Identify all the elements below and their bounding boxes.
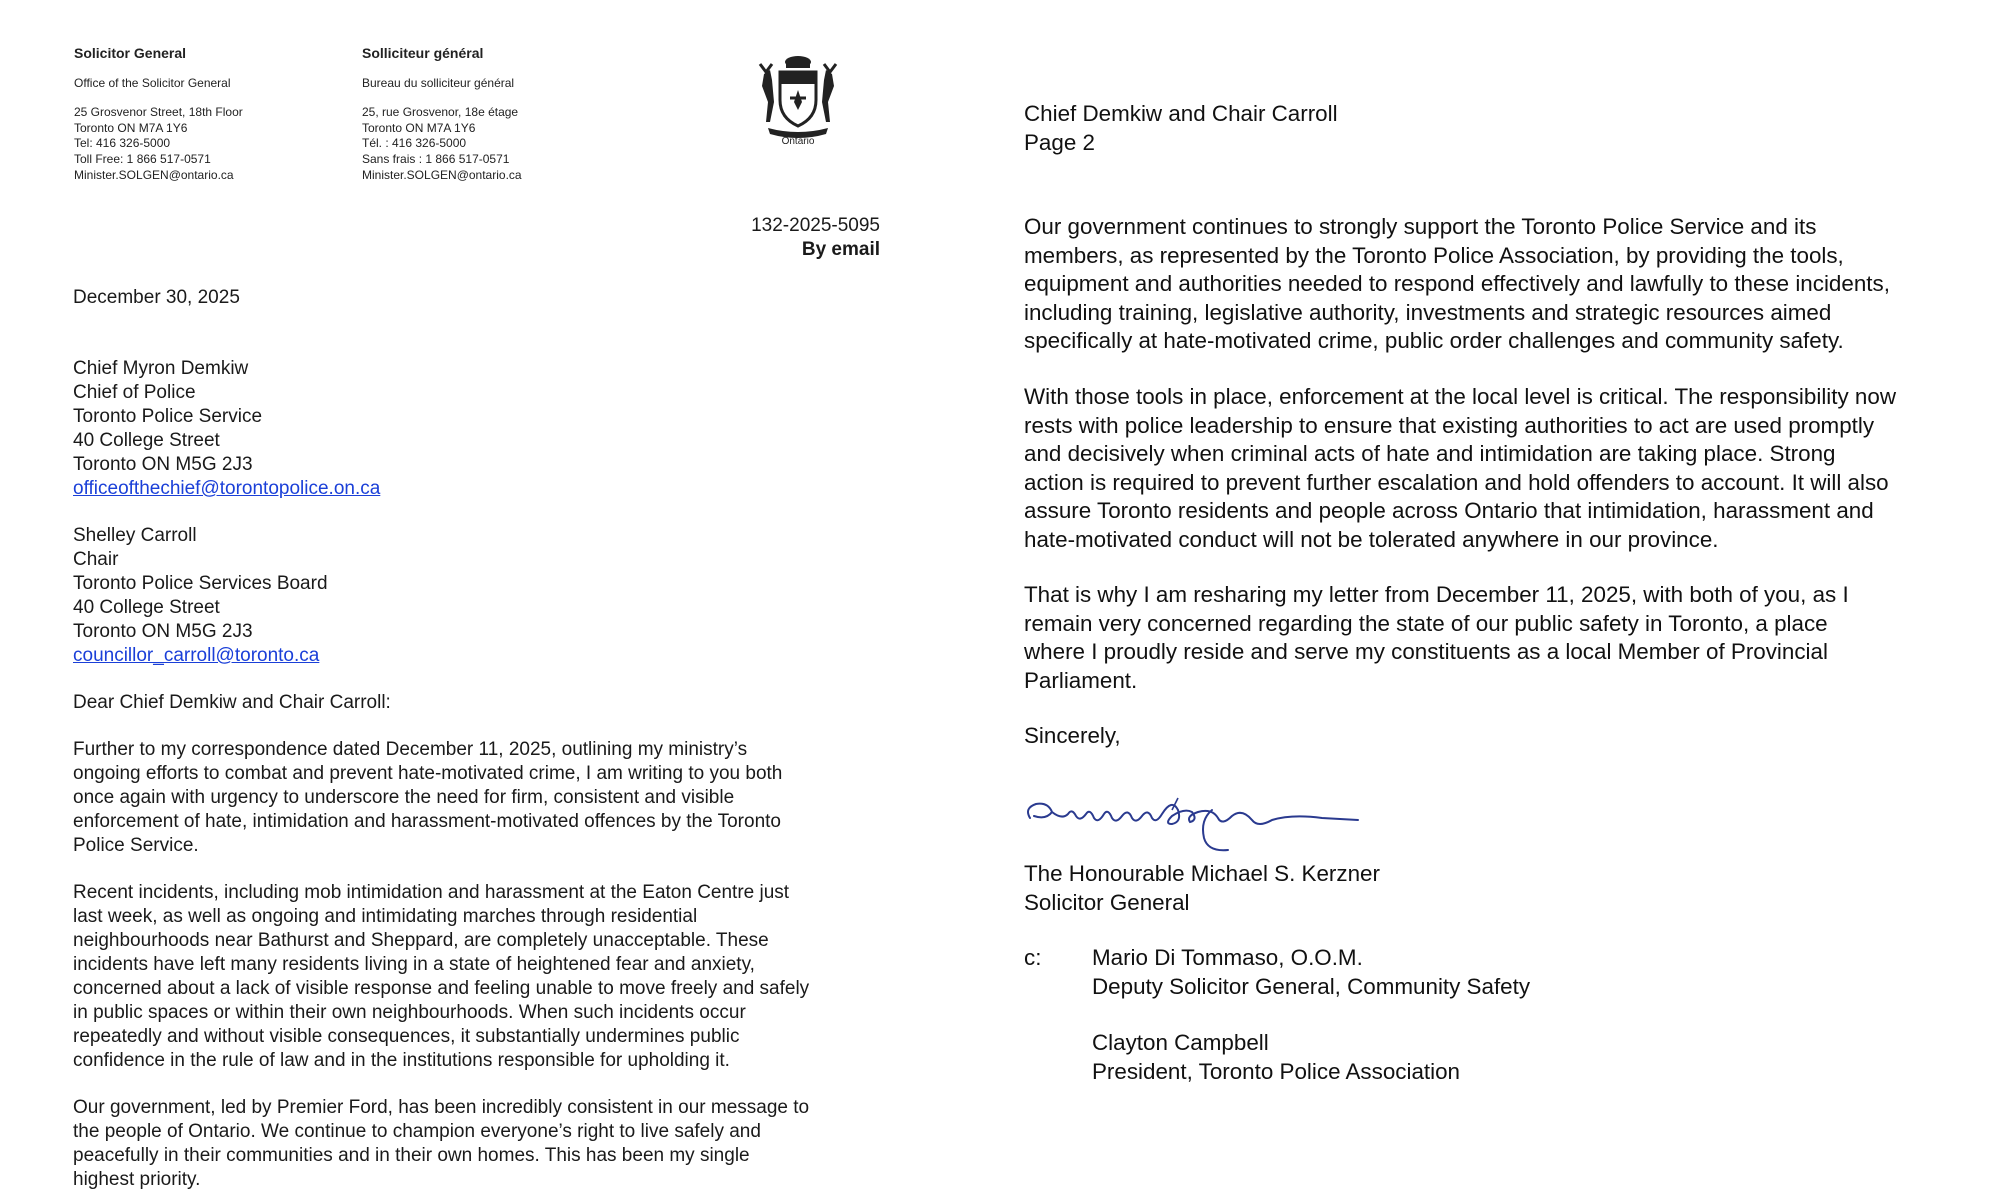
letterhead-french-tollfree: Sans frais : 1 866 517-0571 <box>362 151 510 166</box>
letterhead-english-tel: Tel: 416 326-5000 <box>74 136 171 151</box>
signer-title: Solicitor General <box>1024 889 1190 915</box>
reference-number: 132-2025-5095 <box>751 215 880 236</box>
p2-para1-line: including training, legislative authority, investments and strategic resources aimed <box>1024 299 1832 325</box>
cc2-title: President, Toronto Police Association <box>1092 1058 1461 1084</box>
letterhead-french-city: Toronto ON M7A 1Y6 <box>362 120 476 135</box>
closing: Sincerely, <box>1024 723 1121 748</box>
letterhead-english-email: Minister.SOLGEN@ontario.ca <box>74 167 234 182</box>
ontario-crest-icon <box>750 52 846 148</box>
p2-para2-line: action is required to prevent further escalation and hold offenders to account. It will also <box>1024 469 1889 495</box>
page2-paragraph-3 <box>1024 581 1849 695</box>
p2-para3-line: remain very concerned regarding the state of our public safety in Toronto, a place <box>1024 610 1828 636</box>
letterhead-english <box>74 46 243 183</box>
cc1-name: Mario Di Tommaso, O.O.M. <box>1092 945 1363 970</box>
recipient1-org: Toronto Police Service <box>73 406 263 427</box>
p2-para1-line: members, as represented by the Toronto Police Association, by providing the tools, <box>1024 242 1844 268</box>
p2-para2-line: hate-motivated conduct will not be tolerated anywhere in our province. <box>1024 526 1719 552</box>
signature-image <box>1022 790 1402 870</box>
recipient2-org: Toronto Police Services Board <box>73 573 328 594</box>
page1-paragraph-1 <box>73 738 782 858</box>
p1-para2-line: in public spaces or within their own neighbourhoods. When such incidents occur <box>73 1002 746 1023</box>
letterhead-french <box>362 46 522 183</box>
reference-block <box>751 214 880 262</box>
p2-para1-line: equipment and authorities needed to respond effectively and lawfully to these incidents, <box>1024 271 1890 296</box>
recipient-block-1 <box>73 357 380 501</box>
letterhead-french-address: 25, rue Grosvenor, 18e étage <box>362 105 519 120</box>
letter-date: December 30, 2025 <box>73 287 240 308</box>
letterhead-english-office: Office of the Solicitor General <box>74 75 231 90</box>
letterhead-french-office: Bureau du solliciteur général <box>362 75 515 90</box>
signer-name: The Honourable Michael S. Kerzner <box>1024 861 1380 886</box>
p2-para2-line: With those tools in place, enforcement at the local level is critical. The responsibility now <box>1024 384 1896 409</box>
p1-para1-line: Further to my correspondence dated December 11, 2025, outlining my ministry’s <box>73 739 748 760</box>
p2-para2-line: assure Toronto residents and people across Ontario that intimidation, harassment and <box>1024 498 1874 523</box>
page2-paragraph-2 <box>1024 383 1896 554</box>
letterhead-french-title: Solliciteur général <box>362 45 484 61</box>
p1-para2-line: confidence in the rule of law and in the institutions responsible for upholding it. <box>73 1050 730 1071</box>
letterhead-english-tollfree: Toll Free: 1 866 517-0571 <box>74 151 211 166</box>
page2-header-addressees: Chief Demkiw and Chair Carroll <box>1024 101 1338 126</box>
letter-page-2 <box>986 0 2008 1192</box>
p1-para3-line: the people of Ontario. We continue to champion everyone’s right to live safely and <box>73 1121 761 1142</box>
page2-header-page-number: Page 2 <box>1024 129 1095 155</box>
salutation: Dear Chief Demkiw and Chair Carroll: <box>73 692 391 713</box>
cc2-name: Clayton Campbell <box>1092 1030 1269 1055</box>
recipient1-name: Chief Myron Demkiw <box>73 358 249 379</box>
recipient2-title: Chair <box>73 549 119 570</box>
p2-para3-line: Parliament. <box>1024 667 1138 693</box>
letterhead-english-address: 25 Grosvenor Street, 18th Floor <box>74 105 243 120</box>
recipient1-city: Toronto ON M5G 2J3 <box>73 454 253 475</box>
p1-para1-line: ongoing efforts to combat and prevent hate-motivated crime, I am writing to you both <box>73 763 783 784</box>
recipient2-email-link[interactable]: councillor_carroll@toronto.ca <box>73 645 320 666</box>
delivery-method: By email <box>801 239 880 260</box>
p1-para3-line: peacefully in their communities and in their own homes. This has been my single <box>73 1145 750 1166</box>
p1-para2-line: neighbourhoods near Bathurst and Sheppard, are completely unacceptable. These <box>73 930 769 951</box>
recipient2-city: Toronto ON M5G 2J3 <box>73 621 253 642</box>
p1-para2-line: last week, as well as ongoing and intimidating marches through residential <box>73 906 698 927</box>
letterhead-english-title: Solicitor General <box>74 45 187 61</box>
page2-header <box>1024 100 1338 157</box>
p1-para1-line: Police Service. <box>73 835 199 856</box>
p1-para2-line: incidents have left many residents living in a state of heightened fear and anxiety, <box>73 954 755 975</box>
recipient2-street: 40 College Street <box>73 597 220 618</box>
p2-para3-line: where I proudly reside and serve my constituents as a local Member of Provincial <box>1024 639 1828 664</box>
letterhead-english-city: Toronto ON M7A 1Y6 <box>74 120 188 135</box>
recipient1-email-link[interactable]: officeofthechief@torontopolice.on.ca <box>73 478 381 499</box>
page1-paragraph-3 <box>73 1096 809 1192</box>
p1-para2-line: repeatedly and without visible consequences, it substantially undermines public <box>73 1026 740 1047</box>
p2-para1-line: specifically at hate-motivated crime, public order challenges and community safety. <box>1024 328 1844 353</box>
p1-para3-line: highest priority. <box>73 1169 201 1190</box>
p2-para2-line: and decisively when criminal acts of hate and intimidation are taking place. Strong <box>1024 441 1836 466</box>
p1-para2-line: concerned about a lack of visible response and feeling unable to move freely and safely <box>73 978 810 999</box>
recipient-block-2 <box>73 524 328 668</box>
p2-para1-line: Our government continues to strongly support the Toronto Police Service and its <box>1024 214 1817 239</box>
cc-label: c: <box>1024 945 1042 970</box>
recipient2-name: Shelley Carroll <box>73 525 197 546</box>
p1-para3-line: Our government, led by Premier Ford, has been incredibly consistent in our message to <box>73 1097 810 1118</box>
page2-paragraph-1 <box>1024 213 1890 356</box>
crest-label: Ontario <box>781 136 815 147</box>
p1-para1-line: once again with urgency to underscore the need for firm, consistent and visible <box>73 787 735 808</box>
p1-para1-line: enforcement of hate, intimidation and harassment-motivated offences by the Toronto <box>73 811 781 832</box>
p2-para3-line: That is why I am resharing my letter from December 11, 2025, with both of you, as I <box>1024 582 1849 607</box>
signer-block <box>1024 860 1380 917</box>
cc-recipient-2 <box>1092 1029 1460 1086</box>
recipient1-street: 40 College Street <box>73 430 220 451</box>
cc1-title: Deputy Solicitor General, Community Safety <box>1092 973 1531 999</box>
letterhead-french-email: Minister.SOLGEN@ontario.ca <box>362 167 522 182</box>
cc-recipient-1 <box>1092 944 1530 1001</box>
recipient1-title: Chief of Police <box>73 382 196 403</box>
p1-para2-line: Recent incidents, including mob intimidation and harassment at the Eaton Centre just <box>73 882 790 903</box>
p2-para2-line: rests with police leadership to ensure that existing authorities to act are used promptly <box>1024 412 1875 438</box>
page1-paragraph-2 <box>73 881 809 1073</box>
letterhead-french-tel: Tél. : 416 326-5000 <box>362 136 467 151</box>
letter-page-1 <box>0 0 986 1192</box>
